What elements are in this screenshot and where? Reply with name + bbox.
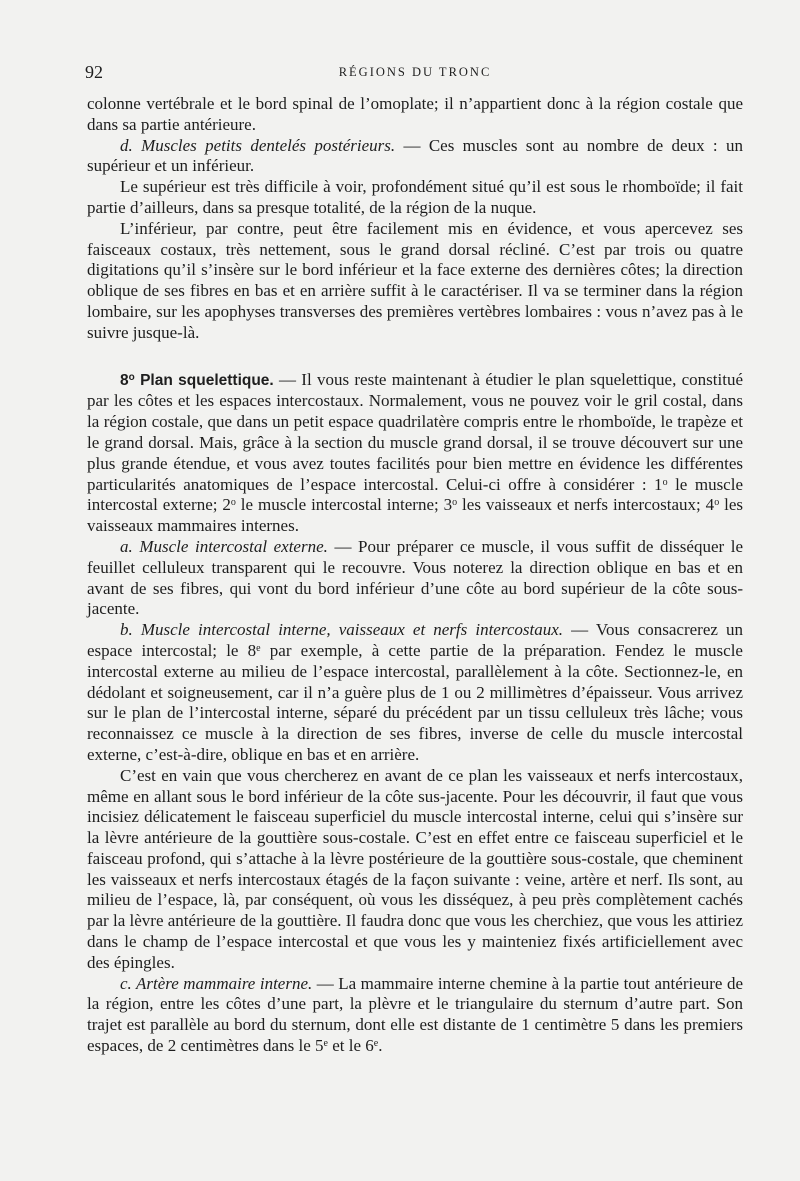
ordinal-marker: o: [230, 497, 236, 509]
paragraph-text: le muscle intercostal interne; 3: [235, 495, 453, 515]
running-title: RÉGIONS DU TRONC: [338, 65, 492, 79]
paragraph-inferieur: L’inférieur, par contre, peut être facilement mis en évidence, et vous apercevez ses faisceaux costaux, très nettement, sous le grand dorsal récliné. C’est par trois ou quatre digitations qu’il s’insère sur le bord inférieur et la face externe des dernières côtes; la direction oblique de ses fibres en bas et en arrière suffit à le caractériser. Il va se terminer dans la région lombaire, sur les apophyses transverses des premières vertèbres lombaires : vous n’avez pas à le suivre jusque-là.: [87, 218, 743, 342]
paragraph-plan-squelettique: [87, 370, 743, 537]
ordinal-marker: e: [256, 642, 261, 654]
paragraph-text: — Il vous reste maintenant à étudier le plan squelettique, constitué par les côtes et les espaces intercostaux. Normalement, vous ne pouvez voir le gril costal, dans la région costale, que dans un petit espace quadrilatère compris entre le rhomboïde, le trapèze et le grand dorsal. Mais, grâce à la section du muscle grand dorsal, il se trouve découvert sur une plus grande étendue, et vous avez toutes facilités pour bien mettre en évidence les différentes particularités anatomiques de l’espace intercostal. Celui-ci offre à considérer : 1: [87, 369, 744, 494]
section-spacer: [87, 344, 743, 370]
paragraph-text: les vaisseaux et nerfs intercostaux; 4: [457, 495, 715, 515]
page-body: [87, 94, 743, 1057]
ordinal-marker: o: [662, 476, 668, 488]
paragraph-text: — La mammaire interne chemine à la partie tout antérieure de la région, entre les côtes d’une part, la plèvre et le triangulaire du sternum d’autre part. Son trajet est parallèle au bord du sternum, dont elle est distante de 1 centimètre 5 dans les premiers espaces, de 2 centimètres dans le 5: [87, 973, 743, 1056]
paragraph-vaisseaux-nerfs: C’est en vain que vous chercherez en avant de ce plan les vaisseaux et nerfs intercostaux, même en allant sous le bord inférieur de la côte sus-jacente. Pour les découvrir, il faut que vous incisiez délicatement le faisceau superficiel du muscle intercostal interne, celui qui s’insère sur la lèvre antérieure de la gouttière sous-costale. C’est en effet entre ce faisceau superficiel et le faisceau profond, qui s’attache à la lèvre postérieure de la gouttière sous-costale, que cheminent les vaisseaux et nerfs intercostaux étagés de la façon suivante : veine, artère et nerf. Ils sont, au milieu de l’espace, là, par conséquent, où vous les disséquez, à peu près complètement cachés par la lèvre antérieure de la gouttière. Il faudra donc que vous les cherchiez, que vous les attiriez dans le champ de l’espace intercostal et que vous les y mainteniez fixés artificiellement avec des épingles.: [87, 765, 743, 972]
subsection-heading-a: a. Muscle intercostal externe.: [120, 536, 328, 556]
paragraph-text: .: [378, 1036, 383, 1056]
subsection-heading-b: b. Muscle intercostal interne, vaisseaux et nerfs intercostaux.: [120, 620, 564, 640]
subsection-heading-d: d. Muscles petits dentelés postérieurs.: [120, 135, 396, 155]
paragraph-text: et le 6: [327, 1036, 374, 1056]
paragraph-mammaire-interne: [87, 974, 743, 1057]
section-heading-8: [120, 372, 274, 389]
paragraph-text: — Pour préparer ce muscle, il vous suffit de disséquer le feuillet celluleux transparent qui le recouvre. Vous noterez la direction oblique en bas et en avant de ses fibres, qui vont du bord inférieur d’une côte au bord supérieur de la côte sous-jacente.: [87, 536, 743, 619]
paragraph-intercostal-interne: [87, 620, 743, 766]
ordinal-marker: e: [373, 1038, 379, 1050]
section-number: 8: [120, 371, 129, 389]
ordinal-marker: o: [714, 497, 720, 509]
paragraph-dentele-intro: [87, 136, 743, 178]
section-title: Plan squelettique.: [134, 371, 274, 389]
subsection-heading-c: c. Artère mammaire interne.: [120, 973, 313, 993]
paragraph-text: les vaisseaux mammaires internes.: [87, 495, 743, 536]
page-number: 92: [85, 62, 103, 82]
ordinal-marker: e: [323, 1038, 328, 1050]
paragraph-text: — Ces muscles sont au nombre de deux : un supérieur et un inférieur.: [87, 135, 743, 176]
paragraph-text: le muscle intercostal externe; 2: [87, 474, 743, 515]
paragraph-text: par exemple, à cette partie de la préparation. Fendez le muscle intercostal externe au milieu de l’espace intercostal, parallèlement à la côte. Sectionnez-le, en dédolant et soigneusement, car il n’a guère plus de 1 ou 2 millimètres d’épaisseur. Vous arrivez sur le plan de l’intercostal interne, séparé du précédent par un tissu celluleux très lâche; vous reconnaissez ce muscle à la direction de ses fibres, inverse de celle du muscle intercostal externe, c’est-à-dire, oblique en bas et en arrière.: [87, 640, 743, 764]
paragraph-continuation: colonne vertébrale et le bord spinal de l’omoplate; il n’appartient donc à la région costale que dans sa partie antérieure.: [87, 94, 743, 134]
ordinal-marker: o: [128, 371, 135, 383]
paragraph-text: — Vous consacrerez un espace intercostal; le 8: [87, 620, 744, 660]
paragraph-intercostal-externe: [87, 537, 743, 620]
ordinal-marker: o: [452, 497, 458, 509]
page-header: [85, 62, 745, 86]
paragraph-superieur: Le supérieur est très difficile à voir, profondément situé qu’il est sous le rhomboïde; il fait partie d’ailleurs, dans sa presque totalité, de la région de la nuque.: [87, 177, 743, 217]
